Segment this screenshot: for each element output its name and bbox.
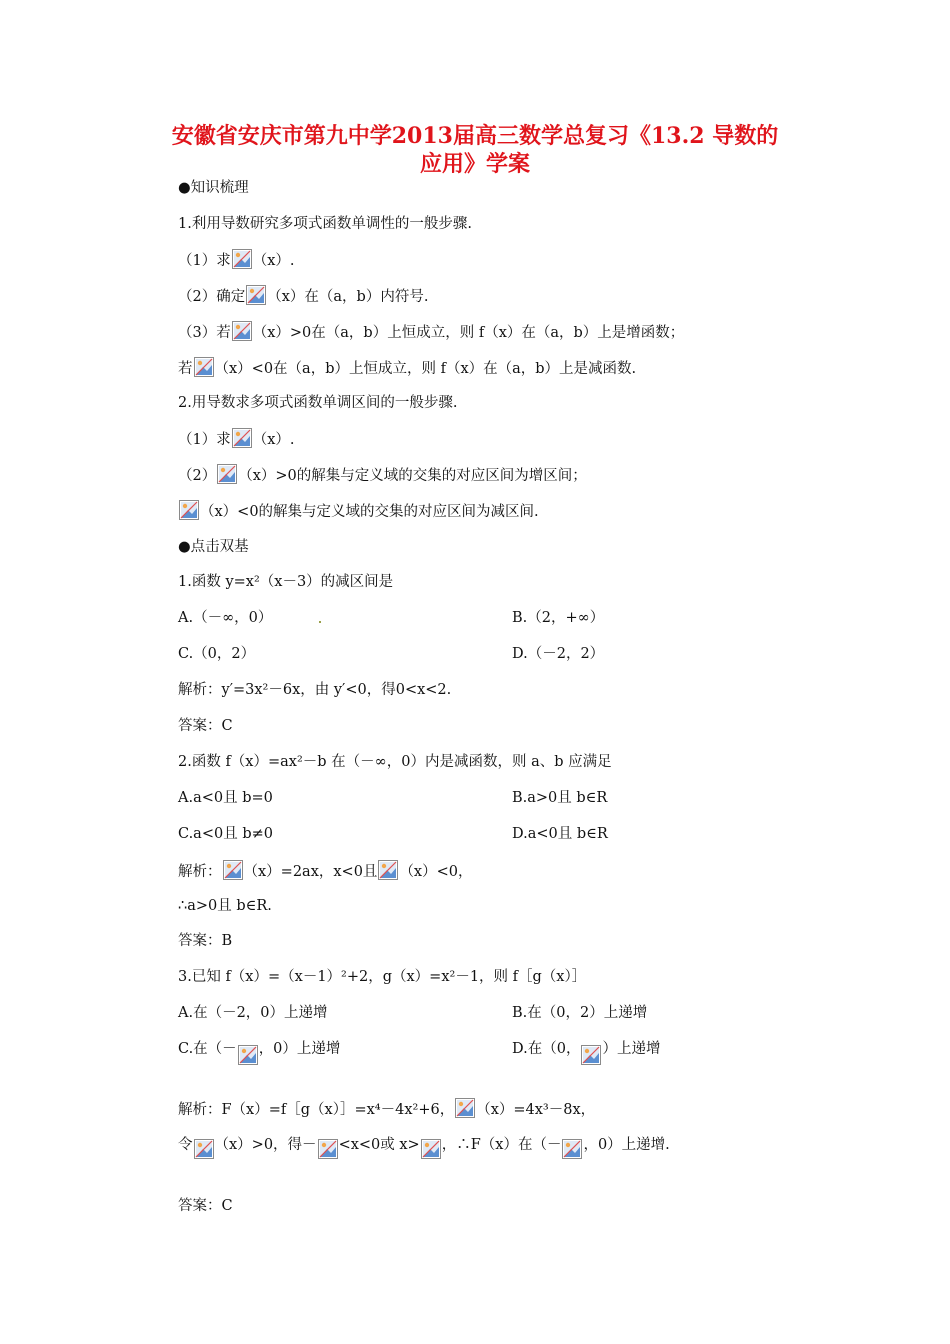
text: （x）<0在（a，b）上恒成立，则 f（x）在（a，b）上是减函数. [214, 361, 637, 377]
broken-image-icon [223, 860, 243, 880]
text: ）上递增 [602, 1041, 661, 1057]
q3-option-c [178, 1039, 340, 1065]
q1-option-d: D.（－2，2） [512, 646, 605, 662]
q3-option-b: B.在（0，2）上递增 [512, 1005, 648, 1021]
q3-solution [178, 1098, 595, 1120]
broken-image-icon [455, 1098, 475, 1118]
section-heading-exercises: ●点击双基 [178, 539, 249, 555]
q3-solution-2 [178, 1135, 670, 1159]
broken-image-icon [421, 1139, 441, 1159]
q2-option-a: A.a<0且 b=0 [178, 790, 273, 806]
text: 解析： [178, 864, 222, 880]
q3-option-a: A.在（－2，0）上递增 [178, 1005, 328, 1021]
text: （x）=4x³－8x， [476, 1102, 596, 1118]
text: 若 [178, 361, 193, 377]
q3-answer: 答案：C [178, 1198, 233, 1214]
broken-image-icon [217, 464, 237, 484]
q1-option-b: B.（2，+∞） [512, 610, 605, 626]
paragraph-2: 2.用导数求多项式函数单调区间的一般步骤. [178, 395, 458, 411]
text: （x）. [252, 432, 295, 448]
broken-image-icon [318, 1139, 338, 1159]
document-title-line-2: 应用》学案 [419, 151, 530, 177]
text: （x）<0， [399, 864, 473, 880]
q1-option-a: A.（－∞，0） [178, 610, 273, 626]
text: ，0）上递增 [258, 1041, 341, 1057]
q1-answer: 答案：C [178, 718, 233, 734]
text: ，0）上递增. [583, 1137, 670, 1153]
q1-solution: 解析：y′=3x²－6x，由 y′<0，得0<x<2. [178, 682, 452, 698]
text: （1）求 [178, 432, 231, 448]
broken-image-icon [194, 357, 214, 377]
text: <x<0或 x> [338, 1137, 420, 1153]
step-2-3 [178, 500, 539, 522]
broken-image-icon [581, 1045, 601, 1065]
paragraph-1: 1.利用导数研究多项式函数单调性的一般步骤. [178, 216, 472, 232]
section-heading-knowledge: ●知识梳理 [178, 180, 249, 196]
text: （x）. [252, 253, 295, 269]
broken-image-icon [232, 321, 252, 341]
broken-image-icon [238, 1045, 258, 1065]
q1-option-c: C.（0，2） [178, 646, 256, 662]
broken-image-icon [232, 249, 252, 269]
broken-image-icon [378, 860, 398, 880]
text: D.在（0， [512, 1041, 581, 1057]
text: （x）>0的解集与定义域的交集的对应区间为增区间； [238, 468, 587, 484]
text: （x）<0的解集与定义域的交集的对应区间为减区间. [200, 504, 539, 520]
broken-image-icon [246, 285, 266, 305]
step-1-4 [178, 357, 636, 379]
step-1-3 [178, 321, 684, 343]
text: （x）=2ax，x<0且 [243, 864, 378, 880]
question-1: 1.函数 y=x²（x－3）的减区间是 [178, 574, 394, 590]
text: （2）确定 [178, 289, 246, 305]
text: ，∴F（x）在（－ [441, 1137, 562, 1153]
text: 令 [178, 1137, 193, 1153]
text: （x）在（a，b）内符号. [267, 289, 429, 305]
text: 解析：F（x）=f［g（x）］=x⁴－4x²+6， [178, 1102, 455, 1118]
q2-solution-2: ∴a>0且 b∈R. [178, 898, 272, 914]
step-2-1 [178, 428, 295, 450]
text: C.在（－ [178, 1041, 237, 1057]
text: （x）>0，得－ [214, 1137, 317, 1153]
text: （2） [178, 468, 217, 484]
broken-image-icon [179, 500, 199, 520]
broken-image-icon [232, 428, 252, 448]
question-3: 3.已知 f（x）=（x－1）²+2，g（x）=x²－1，则 f［g（x）］ [178, 969, 587, 985]
text: （1）求 [178, 253, 231, 269]
step-2-2 [178, 464, 587, 486]
q2-answer: 答案：B [178, 933, 233, 949]
q2-solution [178, 860, 473, 882]
question-2: 2.函数 f（x）=ax²－b 在（－∞，0）内是减函数，则 a、b 应满足 [178, 754, 612, 770]
text: （x）>0在（a，b）上恒成立，则 f（x）在（a，b）上是增函数； [252, 325, 685, 341]
step-1-1 [178, 249, 295, 271]
broken-image-icon [562, 1139, 582, 1159]
text: （3）若 [178, 325, 231, 341]
q2-option-b: B.a>0且 b∈R [512, 790, 608, 806]
broken-image-icon [194, 1139, 214, 1159]
q2-option-c: C.a<0且 b≠0 [178, 826, 273, 842]
document-title-line-1: 安徽省安庆市第九中学2013届高三数学总复习《13.2 导数的 [171, 123, 779, 149]
step-1-2 [178, 285, 428, 307]
stray-dot [319, 621, 321, 623]
q2-option-d: D.a<0且 b∈R [512, 826, 608, 842]
q3-option-d [512, 1039, 660, 1065]
